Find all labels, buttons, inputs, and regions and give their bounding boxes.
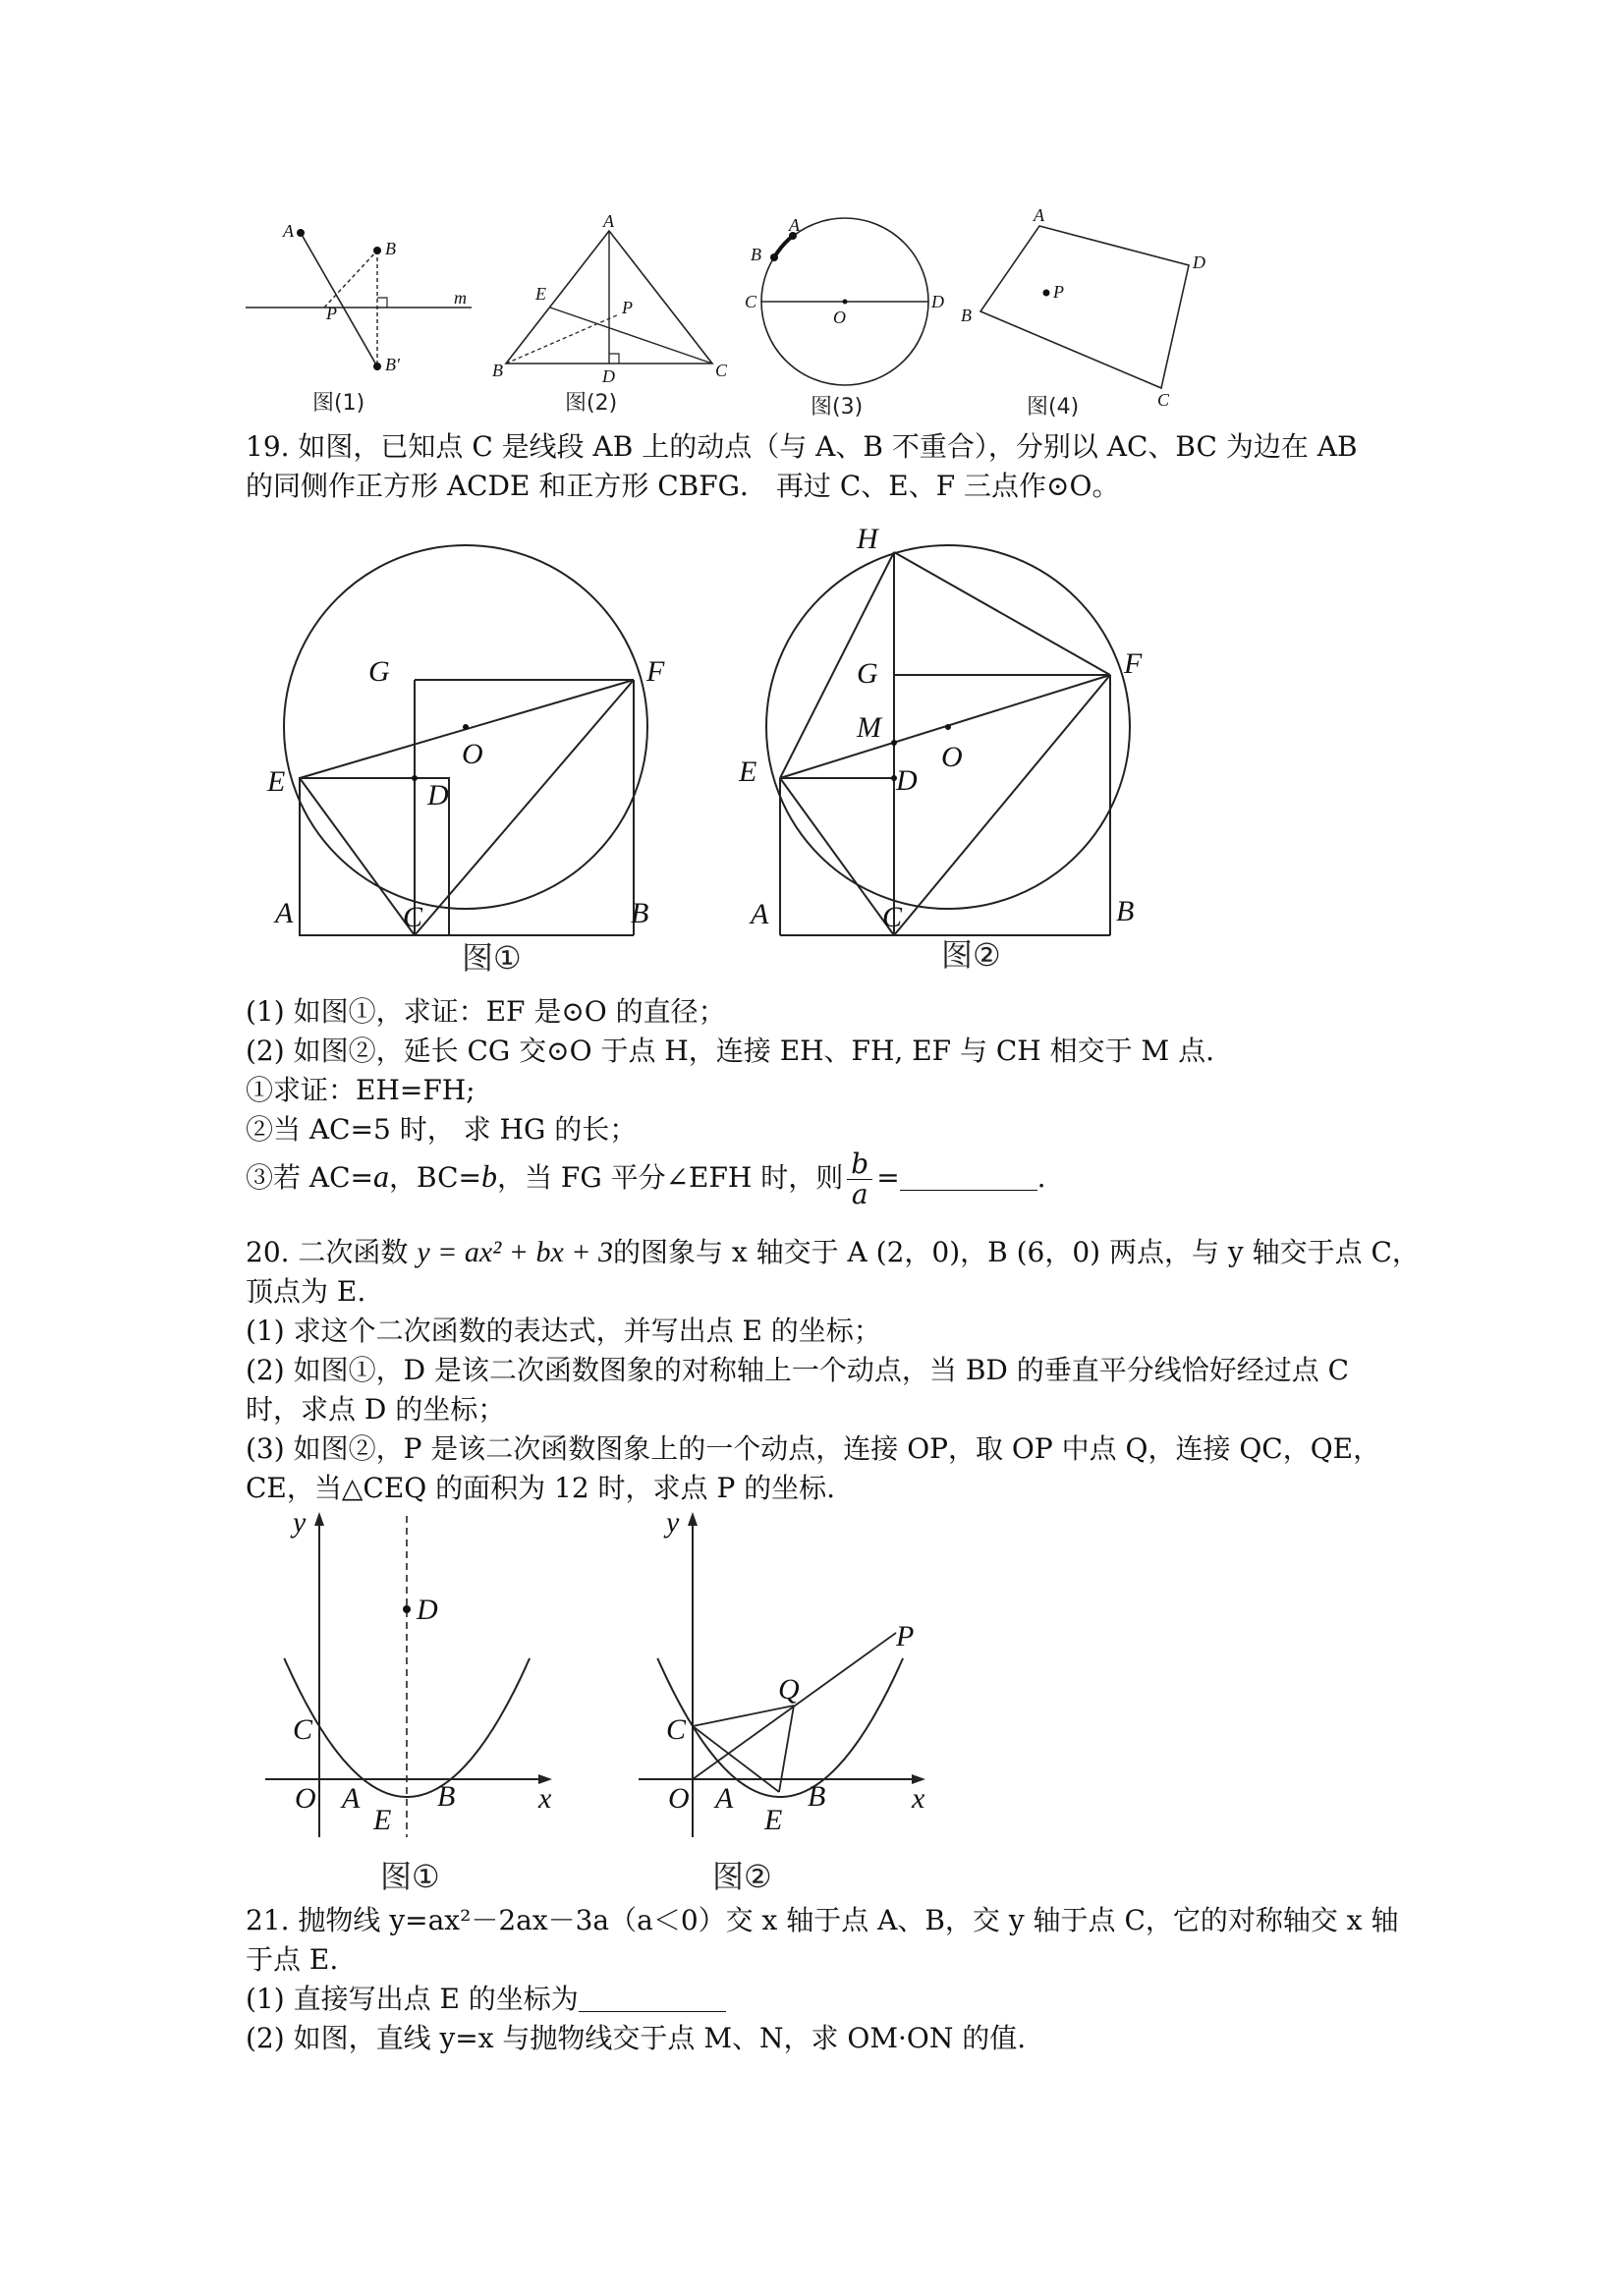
q20f1-label-x: x: [538, 1782, 552, 1815]
fig1-label-m: m: [454, 288, 467, 308]
top-figure-3: [737, 211, 963, 408]
q19f1-label-b: B: [631, 897, 649, 929]
q21-line-1: 21. 抛物线 y=ax²－2ax－3a（a＜0）交 x 轴于点 A、B，交 y 轴于点 C，它的对称轴交 x 轴: [246, 1904, 1399, 1936]
fraction-denominator: a: [851, 1178, 868, 1210]
q20f2-label-a: A: [715, 1782, 734, 1815]
fig2-label-a: A: [603, 211, 614, 231]
top-figure-1-caption: 图(1): [312, 391, 365, 416]
q20-figure-1: [246, 1508, 570, 1852]
q19f1-label-d: D: [427, 779, 449, 812]
answer-blank-e[interactable]: [579, 1984, 726, 2012]
fig4-label-d: D: [1193, 252, 1205, 272]
q19f1-label-f: F: [646, 655, 665, 688]
q19f2-label-o: O: [941, 741, 963, 773]
fig4-label-c: C: [1157, 390, 1170, 408]
q20f2-label-x: x: [912, 1782, 925, 1815]
fig1-label-a: A: [283, 221, 294, 241]
q20-equation: y = ax² + bx + 3: [417, 1236, 614, 1268]
q19f2-label-c: C: [882, 901, 903, 933]
top-figure-4-caption: 图(4): [1027, 395, 1080, 420]
q19f2-label-m: M: [857, 711, 881, 744]
fig1-label-b: B: [385, 239, 396, 258]
top-figure-4: [953, 201, 1218, 408]
q20f2-label-o: O: [668, 1782, 690, 1815]
fig4-label-a: A: [1034, 205, 1044, 225]
q19f2-label-h: H: [857, 523, 878, 555]
q20f1-label-c: C: [293, 1713, 313, 1746]
top-figure-2-caption: 图(2): [565, 391, 618, 416]
q21-s1-text: (1) 直接写出点 E 的坐标为: [246, 1983, 579, 2015]
q19f2-label-f: F: [1124, 647, 1143, 680]
q20f2-label-q: Q: [778, 1673, 800, 1706]
q20-line1-post: 的图象与 x 轴交于 A (2，0)，B (6，0) 两点，与 y 轴交于点 C，: [613, 1236, 1420, 1268]
q20-line-2: 顶点为 E.: [246, 1275, 366, 1308]
q20-sub-3a: (3) 如图②，P 是该二次函数图象上的一个动点，连接 OP，取 OP 中点 Q，连接 QC，QE，: [246, 1432, 1381, 1465]
q20f1-label-d: D: [417, 1594, 438, 1626]
q19-p5-eq: =: [876, 1161, 900, 1194]
answer-blank[interactable]: [900, 1162, 1037, 1191]
q19-p5-pre: ③若 AC=: [246, 1161, 374, 1194]
q20f2-label-p: P: [896, 1620, 915, 1652]
q20-sub-2a: (2) 如图①，D 是该二次函数图象的对称轴上一个动点，当 BD 的垂直平分线恰好经过点 C: [246, 1354, 1350, 1386]
q20f1-label-o: O: [295, 1782, 316, 1815]
q19-p5-b: b: [481, 1158, 497, 1194]
q19-line-1: 19. 如图，已知点 C 是线段 AB 上的动点（与 A、B 不重合），分别以 AC、BC 为边在 AB: [246, 430, 1358, 463]
top-figure-1: [236, 211, 481, 408]
q19-figure-2-caption: 图②: [941, 936, 1001, 974]
q19-part-1: (1) 如图①，求证：EF 是⊙O 的直径；: [246, 995, 726, 1028]
q20f2-label-b: B: [808, 1780, 826, 1813]
q20f2-label-c: C: [666, 1713, 687, 1746]
q19-p5-a: a: [373, 1158, 390, 1194]
fig3-label-b: B: [751, 245, 761, 264]
q20f1-label-b: B: [437, 1780, 456, 1813]
q19-figure-2: [737, 521, 1159, 948]
q20-sub-2b: 时，求点 D 的坐标；: [246, 1393, 506, 1426]
top-figure-2: [486, 211, 742, 408]
q19f2-label-g: G: [857, 657, 878, 690]
fig4-label-b: B: [961, 306, 972, 325]
q19-figure-1-caption: 图①: [462, 939, 522, 977]
q19f2-label-b: B: [1116, 895, 1135, 927]
q20-figure-2-caption: 图②: [712, 1858, 772, 1895]
fig2-label-e: E: [535, 284, 546, 304]
q20-line-1: [246, 1233, 1420, 1272]
fig3-label-o: O: [833, 308, 846, 327]
fig3-label-d: D: [931, 292, 944, 311]
fig2-label-b: B: [492, 361, 503, 380]
q20f2-label-y: y: [666, 1508, 680, 1539]
q19f2-label-e: E: [739, 756, 757, 788]
q19-part-2-2: ②当 AC=5 时， 求 HG 的长；: [246, 1113, 638, 1146]
q21-sub-1: [246, 1980, 1385, 2019]
q19f1-label-o: O: [462, 738, 483, 770]
q19f1-label-a: A: [275, 897, 294, 929]
q20f1-label-a: A: [342, 1782, 361, 1815]
q19-p5-mid: ，BC=: [389, 1161, 481, 1194]
q19-part-2-1: ①求证：EH=FH;: [246, 1074, 476, 1106]
q19f1-label-g: G: [368, 655, 390, 688]
q19f1-label-c: C: [403, 901, 423, 933]
q19-part-2-3: [246, 1149, 1385, 1209]
fig4-label-p: P: [1053, 282, 1064, 302]
q20-figure-1-caption: 图①: [380, 1858, 440, 1895]
q20-line1-pre: 20. 二次函数: [246, 1236, 409, 1268]
fig3-label-c: C: [745, 292, 757, 311]
fig2-label-d: D: [602, 366, 615, 386]
fig3-label-a: A: [789, 215, 800, 235]
q19-p5-end: .: [1036, 1161, 1046, 1194]
q20-sub-3b: CE，当△CEQ 的面积为 12 时，求点 P 的坐标.: [246, 1472, 836, 1504]
fraction-numerator: b: [847, 1149, 872, 1180]
fig2-label-p: P: [622, 298, 633, 317]
top-figure-3-caption: 图(3): [811, 395, 864, 420]
q19-part-2: (2) 如图②，延长 CG 交⊙O 于点 H，连接 EH、FH, EF 与 CH 相交于 M 点.: [246, 1035, 1214, 1067]
q20-figure-2: [619, 1508, 943, 1852]
fig1-label-b-prime: B′: [385, 355, 400, 374]
q19-figure-1: [265, 535, 678, 948]
fig1-label-p: P: [326, 304, 337, 323]
fig2-label-c: C: [715, 361, 728, 380]
q19-p5-post: ，当 FG 平分∠EFH 时，则: [497, 1161, 844, 1194]
q21-sub-2: (2) 如图，直线 y=x 与抛物线交于点 M、N，求 OM·ON 的值.: [246, 2022, 1027, 2054]
q20-sub-1: (1) 求这个二次函数的表达式，并写出点 E 的坐标；: [246, 1315, 881, 1347]
q20f1-label-y: y: [293, 1508, 307, 1539]
q19-line-2: 的同侧作正方形 ACDE 和正方形 CBFG． 再过 C、E、F 三点作⊙O。: [246, 470, 1120, 502]
b-over-a-fraction: [847, 1149, 872, 1209]
q19f2-label-d: D: [896, 764, 918, 797]
q21-line-2: 于点 E.: [246, 1943, 339, 1976]
q20f1-label-e: E: [373, 1804, 392, 1836]
q20f2-label-e: E: [764, 1804, 783, 1836]
q19f1-label-e: E: [267, 765, 286, 798]
q19f2-label-a: A: [751, 898, 769, 930]
